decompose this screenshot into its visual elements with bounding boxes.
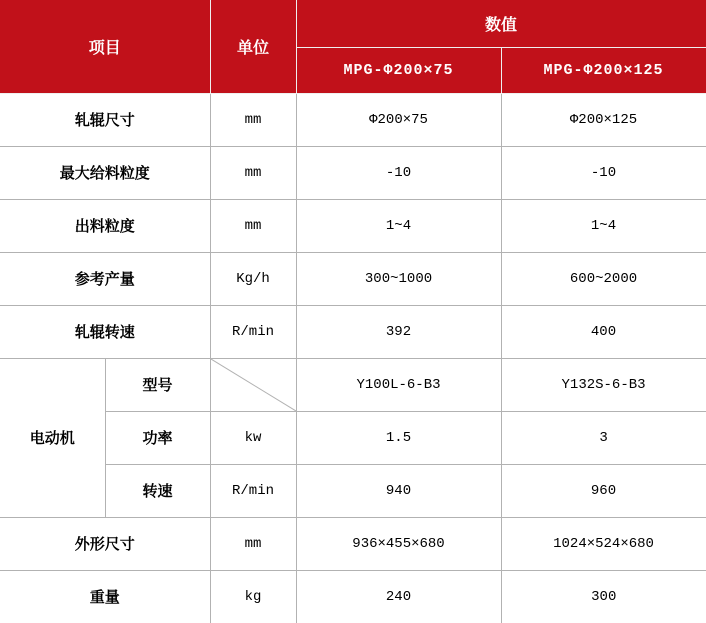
unit-cell: mm (210, 517, 296, 570)
spec-row-weight (0, 570, 706, 623)
diagonal-divider-cell (210, 358, 296, 411)
value-cell: 960 (501, 464, 706, 517)
value-cell: 300 (501, 570, 706, 623)
unit-cell: mm (210, 93, 296, 146)
spec-row-roller-speed (0, 305, 706, 358)
motor-group-label: 电动机 (0, 358, 105, 517)
value-cell: 400 (501, 305, 706, 358)
spec-row-motor-model (0, 358, 706, 411)
unit-cell: R/min (210, 464, 296, 517)
value-cell: 240 (296, 570, 501, 623)
row-label: 型号 (105, 358, 210, 411)
spec-row-max-feed-size (0, 146, 706, 199)
value-cell: Φ200×75 (296, 93, 501, 146)
value-cell: -10 (501, 146, 706, 199)
diagonal-line (211, 359, 296, 411)
spec-row-motor-power (0, 411, 706, 464)
header-unit: 单位 (210, 0, 296, 93)
spec-row-output-size (0, 199, 706, 252)
header-model-1: MPG-Φ200×75 (296, 47, 501, 93)
row-label: 重量 (0, 570, 210, 623)
header-model-2: MPG-Φ200×125 (501, 47, 706, 93)
unit-cell: R/min (210, 305, 296, 358)
row-label: 轧辊尺寸 (0, 93, 210, 146)
spec-row-motor-speed (0, 464, 706, 517)
row-label: 参考产量 (0, 252, 210, 305)
header-row-1 (0, 0, 706, 47)
value-cell: Y132S-6-B3 (501, 358, 706, 411)
value-cell: 3 (501, 411, 706, 464)
value-cell: 936×455×680 (296, 517, 501, 570)
row-label: 出料粒度 (0, 199, 210, 252)
value-cell: Y100L-6-B3 (296, 358, 501, 411)
unit-cell: Kg/h (210, 252, 296, 305)
value-cell: Φ200×125 (501, 93, 706, 146)
row-label: 外形尺寸 (0, 517, 210, 570)
value-cell: 300~1000 (296, 252, 501, 305)
spec-row-roller-size (0, 93, 706, 146)
value-cell: 1~4 (296, 199, 501, 252)
row-label: 最大给料粒度 (0, 146, 210, 199)
unit-cell: mm (210, 146, 296, 199)
value-cell: 1~4 (501, 199, 706, 252)
row-label: 轧辊转速 (0, 305, 210, 358)
unit-cell: mm (210, 199, 296, 252)
header-value: 数值 (296, 0, 706, 47)
spec-row-dimensions (0, 517, 706, 570)
value-cell: 392 (296, 305, 501, 358)
unit-cell: kg (210, 570, 296, 623)
value-cell: 1024×524×680 (501, 517, 706, 570)
row-label: 功率 (105, 411, 210, 464)
value-cell: -10 (296, 146, 501, 199)
spec-row-capacity (0, 252, 706, 305)
header-item: 项目 (0, 0, 210, 93)
value-cell: 1.5 (296, 411, 501, 464)
value-cell: 940 (296, 464, 501, 517)
value-cell: 600~2000 (501, 252, 706, 305)
row-label: 转速 (105, 464, 210, 517)
unit-cell: kw (210, 411, 296, 464)
